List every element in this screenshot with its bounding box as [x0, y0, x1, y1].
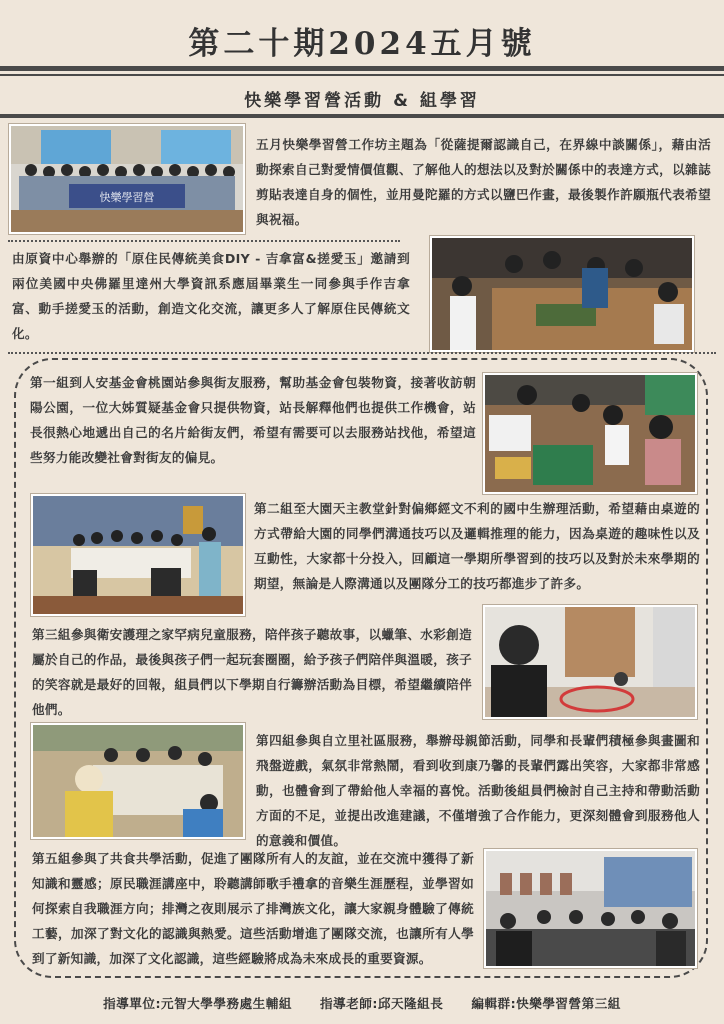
title-rule-thick [0, 66, 724, 71]
photo-homeless-service [483, 373, 697, 494]
photo-group-workshop [9, 124, 245, 234]
workshop-paragraph: 由原資中心舉辦的「原住民傳統美食DIY - 吉拿富&搓愛玉」邀請到兩位美國中央佛羅里達州大學資訊系應屆畢業生一同參與手作吉拿富、動手搓愛玉的活動，創造文化交流，讓更多人了解原住民傳統文化。 [12, 251, 410, 341]
footer-advisor: 指導老師:邱天隆組長 [319, 996, 444, 1011]
group2-paragraph: 第二組至大園天主教堂針對偏鄉經文不利的國中生辦理活動，希望藉由桌遊的方式帶給大園的同學們溝通技巧以及邏輯推理的能力，因為桌遊的趣味性以及互動性，大家都十分投入，回顧這一學期所學習到的技巧以及對於未來學期的期望，無論是人際溝通以及團隊分工的技巧都進步了許多。 [254, 501, 700, 591]
title-rule-thin [0, 74, 724, 76]
group4-paragraph: 第四組參與自立里社區服務，舉辦母親節活動，同學和長輩們積極參與畫圖和飛盤遊戲，氣氛非常熱鬧，看到收到康乃馨的長輩們露出笑容，大家都非常感動，也體會到了帶給他人幸福的喜悅。活動後組員們檢討自己主持和帶動活動方面的不足，並提出改進建議，不僅增強了合作能力，更深刻體會到服務他人的意義和價值。 [256, 733, 700, 848]
group1-paragraph: 第一組到人安基金會桃園站參與街友服務，幫助基金會包裝物資，接著收訪朝陽公園，一位大姊質疑基金會只提供物資，站長解釋他們也提供工作機會，站長很熱心地遞出自己的名片給街友們，希望有需要可以去服務站找他，希望這些努力能改變社會對街友的偏見。 [30, 375, 476, 465]
photo-community-service [31, 723, 245, 839]
divider-dotted-full [8, 352, 716, 354]
photo-church-group [31, 494, 245, 616]
group5-paragraph: 第五組參與了共食共學活動，促進了團隊所有人的友誼，並在交流中獲得了新知識和靈感；原民職涯講座中，聆聽講師歌手禮拿的音樂生涯歷程，並學習如何探索自我職涯方向；排灣之夜則展示了排灣族文化，讓大家親身體驗了傳統工藝，加深了對文化的認識與熱愛。這些活動增進了團隊交流，也讓所有人學到了新知識，加深了文化認識，這些經驗將成為未來成長的重要資源。 [32, 851, 474, 966]
photo-career-lecture [484, 849, 697, 968]
footer-unit: 指導單位:元智大學學務處生輔組 [103, 996, 292, 1011]
page-title: 第二十期2024五月號 [188, 26, 536, 62]
photo-nursing-home [483, 605, 697, 719]
section-subtitle: 快樂學習營活動 & 組學習 [244, 91, 480, 111]
divider-dotted [8, 240, 400, 242]
footer-credits [0, 993, 724, 1012]
banner-text: 快樂學習營 [99, 191, 155, 204]
group3-paragraph: 第三組參與衛安護理之家罕病兒童服務，陪伴孩子聽故事，以蠟筆、水彩創造屬於自己的作品，最後與孩子們一起玩套圈圈，給予孩子們陪伴與溫暖，孩子的笑容就是最好的回報，組員們以下學期自行籌辦活動為目標，希望繼續陪伴他們。 [32, 627, 472, 717]
footer-editor: 編輯群:快樂學習營第三組 [471, 996, 621, 1011]
intro-paragraph: 五月快樂學習營工作坊主題為「從薩提爾認識自己，在界線中談關係」，藉由活動探索自己對愛情價值觀、了解他人的想法以及對於關係中的表達方式，以雜誌剪貼表達自身的個性，並用曼陀羅的方式以鹽巴作畫，最後製作許願瓶代表希望與祝福。 [256, 137, 711, 227]
photo-cooking-workshop [430, 236, 694, 352]
subtitle-rule [0, 114, 724, 118]
